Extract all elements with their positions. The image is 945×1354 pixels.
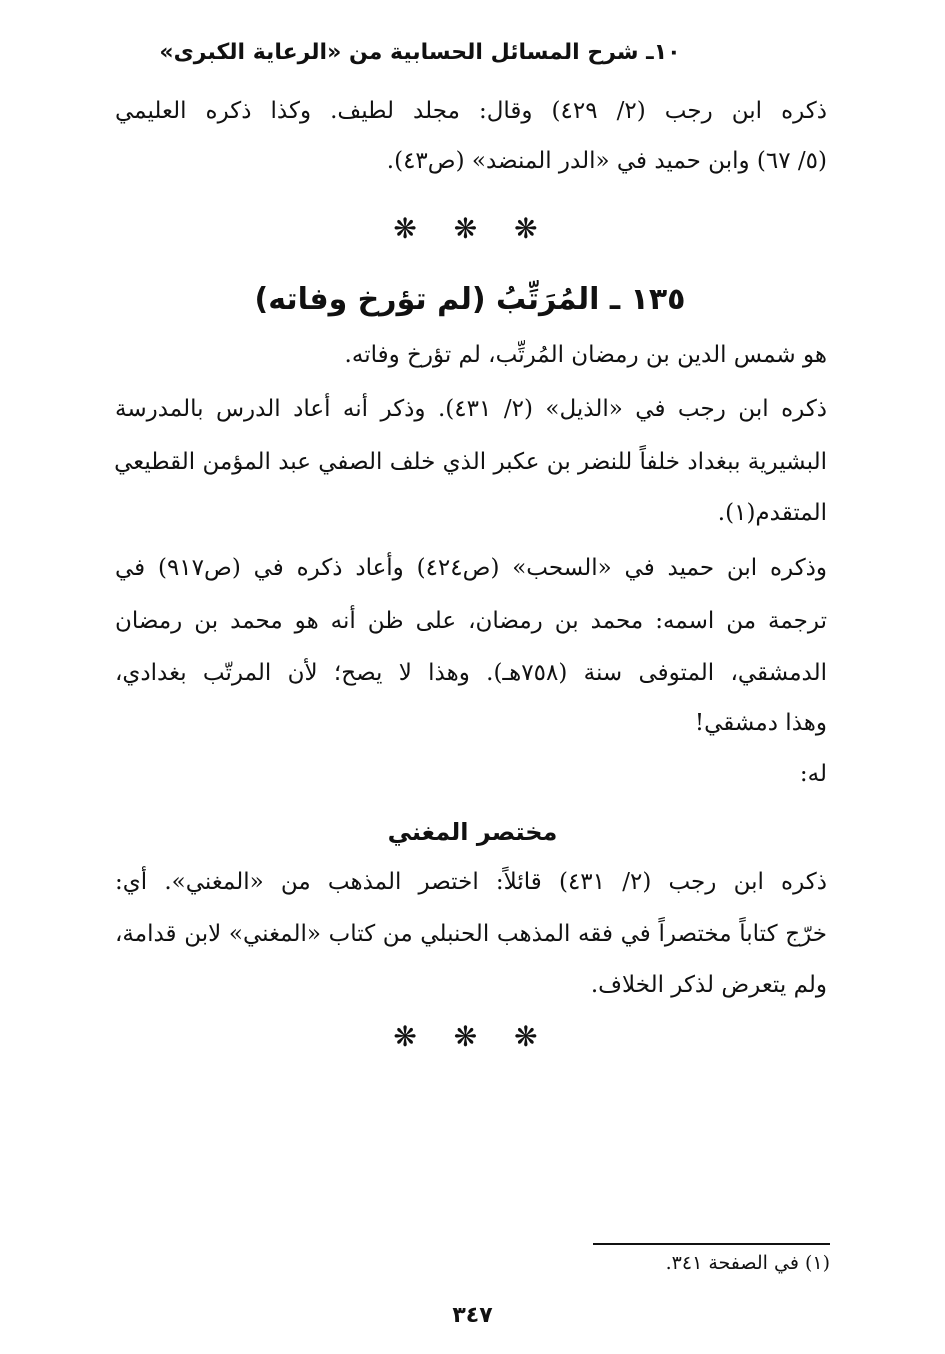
entry-paragraph-3-line: الدمشقي، المتوفى سنة (٧٥٨هـ). وهذا لا يصح؛ لأن المرتّب بغدادي، (115, 660, 827, 686)
separator-stars-top: ❋ ❋ ❋ (393, 212, 552, 245)
running-head: ١٠ـ شرح المسائل الحسابية من «الرعاية الكبرى» (159, 40, 681, 65)
entry-title: ١٣٥ ـ المُرَتِّبُ (لم تؤرخ وفاته) (254, 282, 686, 317)
separator-stars-bottom: ❋ ❋ ❋ (393, 1020, 552, 1053)
works-label: له: (799, 761, 827, 787)
entry-paragraph-3-line: وذكره ابن حميد في «السحب» (ص٤٢٤) وأعاد ذكره في (ص٩١٧) في (115, 555, 827, 581)
entry-paragraph-3-line: ترجمة من اسمه: محمد بن رمضان، على ظن أنه هو محمد بن رمضان (115, 608, 827, 634)
intro-line-2: (٥/ ٦٧) وابن حميد في «الدر المنضد» (ص٤٣). (386, 148, 827, 174)
entry-paragraph-2-line: البشيرية ببغداد خلفاً للنضر بن عكبر الذي خلف الصفي عبد المؤمن القطيعي (114, 449, 827, 475)
entry-paragraph-1: هو شمس الدين بن رمضان المُرتِّب، لم تؤرخ وفاته. (344, 342, 827, 368)
section-line: ذكره ابن رجب (٢/ ٤٣١) قائلاً: اختصر المذهب من «المغني». أي: (115, 869, 827, 895)
intro-line-1: ذكره ابن رجب (٢/ ٤٢٩) وقال: مجلد لطيف. وكذا ذكره العليمي (115, 98, 827, 124)
section-title: مختصر المغني (387, 818, 558, 846)
entry-paragraph-2-line: ذكره ابن رجب في «الذيل» (٢/ ٤٣١). وذكر أنه أعاد الدرس بالمدرسة (115, 396, 828, 422)
footnote: (١) في الصفحة ٣٤١. (665, 1252, 830, 1274)
entry-paragraph-2-line: المتقدم(١). (717, 500, 827, 526)
page-number: ٣٤٧ (452, 1303, 493, 1328)
entry-paragraph-3-line: وهذا دمشقي! (694, 710, 827, 736)
section-line: خرّج كتاباً مختصراً في فقه المذهب الحنبلي من كتاب «المغني» لابن قدامة، (115, 921, 827, 947)
footnote-divider (593, 1243, 830, 1245)
section-line: ولم يتعرض لذكر الخلاف. (590, 972, 827, 998)
